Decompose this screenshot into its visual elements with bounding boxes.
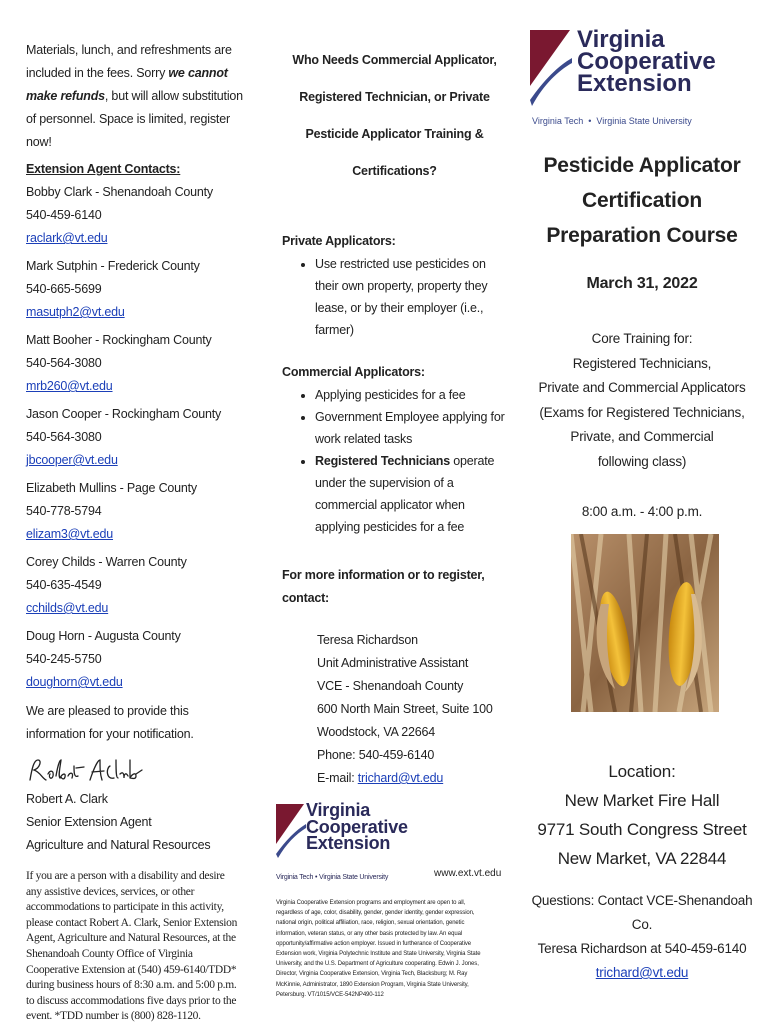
agent-email[interactable]: elizam3@vt.edu xyxy=(26,527,114,541)
agent-phone: 540-459-6140 xyxy=(26,208,102,222)
vce-logo-small: Virginia Cooperative Extension Virginia Tech • Virginia State University xyxy=(276,800,408,881)
middle-column xyxy=(276,0,507,998)
no-refunds-text: we cannot make refunds xyxy=(26,66,228,103)
register-line: 600 North Main Street, Suite 100 xyxy=(317,702,493,716)
register-line: Woodstock, VA 22664 xyxy=(317,725,436,739)
agent-email[interactable]: jbcooper@vt.edu xyxy=(26,453,118,467)
fees-notice: Materials, lunch, and refreshments are included in the fees. Sorry we cannot make refunds, but will allow substitution of personnel. Space is limited, register now! xyxy=(26,43,243,149)
agent-phone: 540-564-3080 xyxy=(26,356,102,370)
agent-email[interactable]: doughorn@vt.edu xyxy=(26,675,123,689)
agent-name: Mark Sutphin - Frederick County xyxy=(26,259,200,273)
agent-name: Elizabeth Mullins - Page County xyxy=(26,481,197,495)
questions: Questions: Contact VCE-Shenandoah Co. Teresa Richardson at 540-459-6140 trichard@vt.edu xyxy=(527,889,757,985)
signer-name: Robert A. Clark xyxy=(26,792,108,806)
core-training xyxy=(527,327,757,474)
course-time: 8:00 a.m. - 4:00 p.m. xyxy=(581,504,703,519)
commercial-list xyxy=(282,384,507,538)
course-date: March 31, 2022 xyxy=(586,275,698,292)
corn-photo xyxy=(571,534,719,712)
agent-email[interactable]: cchilds@vt.edu xyxy=(26,601,109,615)
register-heading: For more information or to register, contact: xyxy=(282,568,485,605)
core-line: (Exams for Registered Technicians, xyxy=(539,404,745,420)
agent-contact xyxy=(26,329,251,398)
signature xyxy=(26,754,251,788)
corn-image xyxy=(571,534,719,712)
register-line: VCE - Shenandoah County xyxy=(317,679,464,693)
agent-phone: 540-778-5794 xyxy=(26,504,102,518)
agent-name: Jason Cooper - Rockingham County xyxy=(26,407,222,421)
contacts-heading: Extension Agent Contacts: xyxy=(26,162,181,176)
agent-contact xyxy=(26,477,251,546)
location xyxy=(527,757,757,873)
agent-name: Doug Horn - Augusta County xyxy=(26,629,181,643)
list-item: • Registered Technicians operate under the supervision of a commercial applicator when applying pesticides for a fee xyxy=(315,450,507,538)
agent-email[interactable]: mrb260@vt.edu xyxy=(26,379,113,393)
disclaimer: Virginia Cooperative Extension programs and employment are open to all, regardless of age, color, disability, gender, gender identity, gender expression, national origin, political affiliation, race, religion, sexual orientation, genetic information, veteran status, or any other basis protected by law. An equal opportunity/affirmative action employer. Issued in furtherance of Cooperative Extension work, Virginia Polytechnic Institute and State University, Virginia State University, and the U.S. Department of Agriculture cooperating. Edwin J. Jones, Director, Virginia Cooperative Extension, Virginia Tech, Blacksburg; M. Ray McKinnie, Administrator, 1890 Extension Program, Virginia State University, Petersburg. VT/1015/VCE-542NP490-112 xyxy=(276,900,481,998)
closing-text: We are pleased to provide this information for your notification. xyxy=(26,704,194,741)
location-line: New Market, VA 22844 xyxy=(557,849,727,868)
core-line: Registered Technicians, xyxy=(572,355,712,371)
list-item: • Use restricted use pesticides on their own property, property they lease, or by their employer (i.e., farmer) xyxy=(315,253,507,341)
list-item: • Government Employee applying for work related tasks xyxy=(315,406,507,450)
location-line: New Market Fire Hall xyxy=(564,791,720,810)
who-heading: Who Needs Commercial Applicator, Registered Technician, or Private Pesticide Applicator Training & Certifications? xyxy=(292,53,497,178)
vce-logo: Virginia Cooperative Extension Virginia Tech • Virginia State University xyxy=(532,26,716,126)
agent-phone: 540-564-3080 xyxy=(26,430,102,444)
location-line: 9771 South Congress Street xyxy=(537,820,747,839)
private-list xyxy=(282,253,507,341)
list-item: • Applying pesticides for a fee xyxy=(315,384,507,406)
register-line: Teresa Richardson xyxy=(317,633,418,647)
signer-dept: Agriculture and Natural Resources xyxy=(26,838,211,852)
agent-phone: 540-245-5750 xyxy=(26,652,102,666)
agent-phone: 540-665-5699 xyxy=(26,282,102,296)
logo-mark-icon xyxy=(276,804,306,864)
questions-email-link[interactable]: trichard@vt.edu xyxy=(595,965,689,980)
private-heading: Private Applicators: xyxy=(282,234,396,248)
logo-mark-icon xyxy=(530,30,572,110)
register-email-link[interactable]: trichard@vt.edu xyxy=(357,771,444,785)
course-title: Pesticide Applicator Certification Preparation Course xyxy=(543,154,741,247)
register-line: Unit Administrative Assistant xyxy=(317,656,469,670)
signer-title: Senior Extension Agent xyxy=(26,815,152,829)
left-column xyxy=(26,0,251,1025)
core-line: Core Training for: xyxy=(591,331,693,346)
agent-name: Corey Childs - Warren County xyxy=(26,555,187,569)
agent-contact xyxy=(26,403,251,472)
agent-list xyxy=(26,181,251,694)
core-line: following class) xyxy=(597,453,687,469)
accessibility-notice: If you are a person with a disability and desire any assistive devices, services, or other accommodations to participate in this activity, please contact Robert A. Clark, Senior Extension Agent, Agriculture and Natural Resources, at the Shenandoah County Office of Virginia Cooperative Extension at (540) 459-6140/TDD* during business hours of 8:30 a.m. and 5:00 p.m. to discuss accommodations five days prior to the event. *TDD number is (800) 828-1120. xyxy=(26,870,238,1023)
register-line: Phone: 540-459-6140 xyxy=(317,748,435,762)
agent-contact xyxy=(26,181,251,250)
agent-name: Matt Booher - Rockingham County xyxy=(26,333,212,347)
agent-email[interactable]: masutph2@vt.edu xyxy=(26,305,125,319)
agent-name: Bobby Clark - Shenandoah County xyxy=(26,185,213,199)
agent-contact xyxy=(26,551,251,620)
signature-image xyxy=(26,754,146,786)
agent-phone: 540-635-4549 xyxy=(26,578,102,592)
website-url: www.ext.vt.edu xyxy=(434,868,502,879)
register-contact: Teresa Richardson Unit Administrative Assistant VCE - Shenandoah County 600 North Main Street, Suite 100 Woodstock, VA 22664 Phone: 540-459-6140 E-mail: trichard@vt.edu xyxy=(282,629,507,790)
core-line: Private, and Commercial xyxy=(570,429,714,444)
location-heading: Location: xyxy=(608,762,676,781)
agent-contact xyxy=(26,255,251,324)
agent-contact xyxy=(26,625,251,694)
commercial-heading: Commercial Applicators: xyxy=(282,365,425,379)
core-line: Private and Commercial Applicators xyxy=(538,380,746,395)
agent-email[interactable]: raclark@vt.edu xyxy=(26,231,108,245)
